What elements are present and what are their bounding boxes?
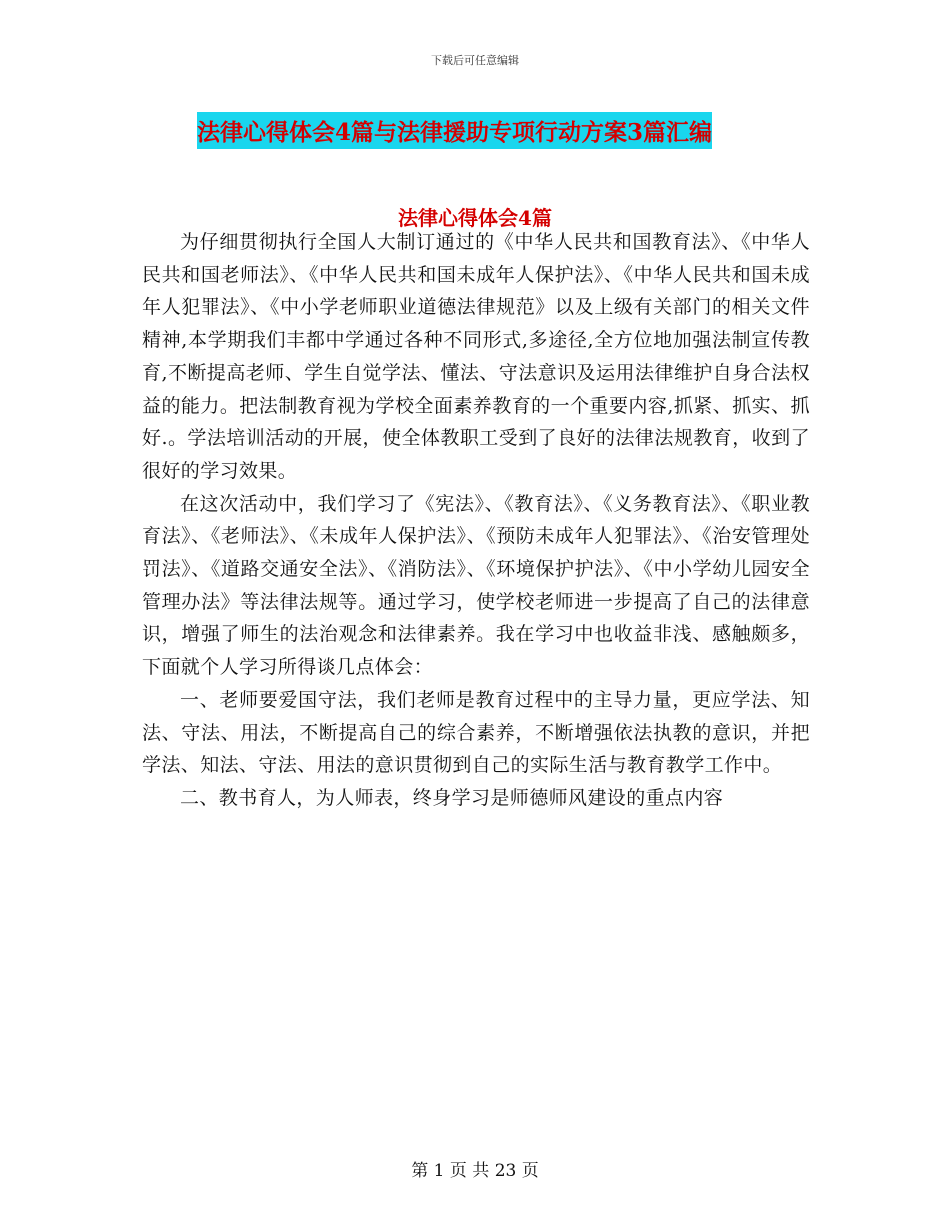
paragraph-3: 一、老师要爱国守法，我们老师是教育过程中的主导力量，更应学法、知法、守法、用法，不断提高自己的综合素养，不断增强依法执教的意识，并把学法、知法、守法、用法的意识贯彻到自己的实际生活与教育教学工作中。 xyxy=(142,688,810,777)
section-title: 法律心得体会4篇 xyxy=(398,206,552,230)
page-number-footer: 第 1 页 共 23 页 xyxy=(411,1161,539,1181)
document-body xyxy=(142,226,810,815)
document-title: 法律心得体会4篇与法律援助专项行动方案3篇汇编 xyxy=(197,112,712,149)
paragraph-4: 二、教书育人，为人师表，终身学习是师德师风建设的重点内容 xyxy=(180,786,724,809)
paragraph-1: 为仔细贯彻执行全国人大制订通过的《中华人民共和国教育法》、《中华人民共和国老师法》、《中华人民共和国未成年人保护法》、《中华人民共和国未成年人犯罪法》、《中小学老师职业道德法律规范》以及上级有关部门的相关文件精神,本学期我们丰都中学通过各种不同形式,多途径,全方位地加强法制宣传教育,不断提高老师、学生自觉学法、懂法、守法意识及运用法律维护自身合法权益的能力。把法制教育视为学校全面素养教育的一个重要内容,抓紧、抓实、抓好.。学法培训活动的开展，使全体教职工受到了良好的法律法规教育，收到了很好的学习效果。 xyxy=(142,231,810,482)
page-header-note: 下载后可任意编辑 xyxy=(431,54,519,67)
paragraph-2: 在这次活动中，我们学习了《宪法》、《教育法》、《义务教育法》、《职业教育法》、《老师法》、《未成年人保护法》、《预防未成年人犯罪法》、《治安管理处罚法》、《道路交通安全法》、《消防法》、《环境保护护法》、《中小学幼儿园安全管理办法》等法律法规等。通过学习，使学校老师进一步提高了自己的法律意识，增强了师生的法治观念和法律素养。我在学习中也收益非浅、感触颇多，下面就个人学习所得谈几点体会： xyxy=(142,492,810,679)
